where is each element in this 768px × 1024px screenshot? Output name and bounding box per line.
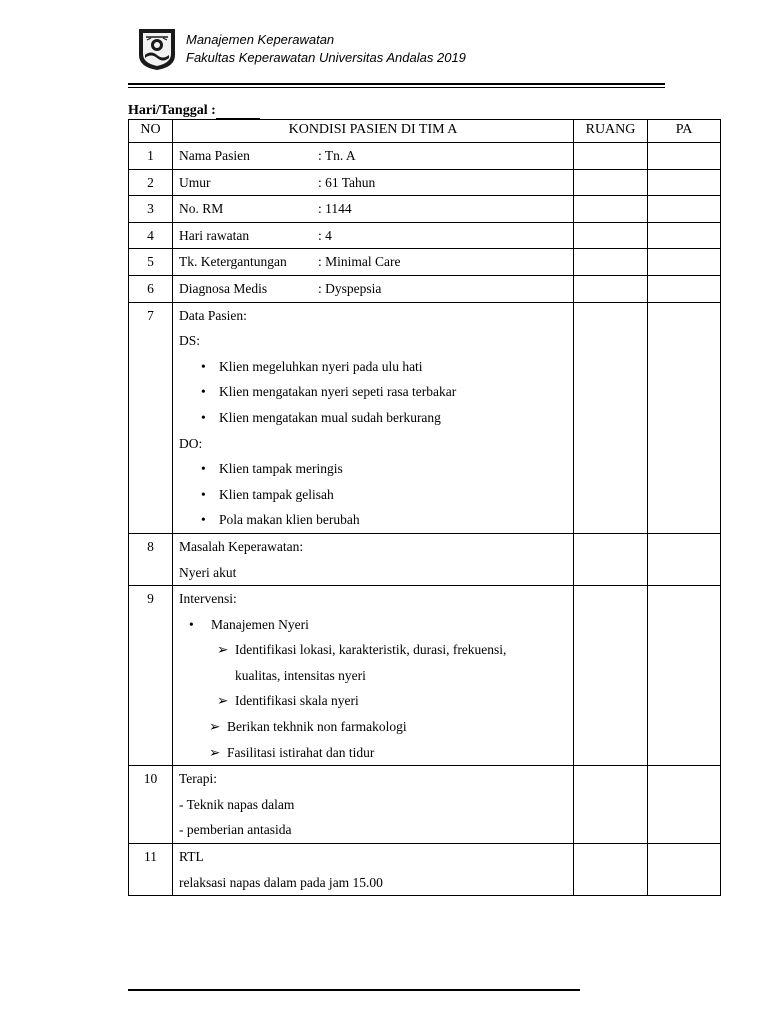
date-field [128,103,260,119]
field-label: Umur [179,174,211,190]
list-item: • Klien mengatakan mual sudah berkurang [173,405,573,431]
room-cell [574,844,648,896]
room-cell [574,222,648,249]
row-number: 9 [129,586,173,766]
field-label: No. RM [179,201,224,217]
patient-condition-table [128,119,721,896]
room-cell [574,196,648,223]
list-item: • Klien tampak gelisah [173,482,573,508]
field-label: Diagnosa Medis [179,280,268,296]
field-value: : 1144 [318,201,352,217]
row-number: 4 [129,222,173,249]
masalah-title: Masalah Keperawatan: [179,538,304,554]
university-seal-icon [137,25,177,71]
room-cell [574,766,648,844]
data-pasien-title: Data Pasien: [179,307,247,323]
table-row [129,222,721,249]
list-item: ➢ Identifikasi lokasi, karakteristik, durasi, frekuensi, [173,637,573,663]
footer-divider [128,989,580,991]
row-number: 7 [129,302,173,533]
pa-cell [648,275,721,302]
arrow-bullet-icon: ➢ [209,719,221,735]
row-number: 10 [129,766,173,844]
table-row-intervensi [129,586,721,766]
rtl-value: relaksasi napas dalam pada jam 15.00 [179,874,383,890]
table-header-row [129,120,721,143]
bullet-icon: • [201,461,206,477]
room-cell [574,169,648,196]
room-cell [574,302,648,533]
field-value: : 61 Tahun [318,174,376,190]
pa-cell [648,302,721,533]
header-subtitle: Fakultas Keperawatan Universitas Andalas 2019 [186,50,466,65]
field-value: : Dyspepsia [318,280,382,296]
field-label: Hari rawatan [179,227,250,243]
room-cell [574,143,648,170]
list-item-continuation: kualitas, intensitas nyeri [235,667,366,683]
pa-cell [648,533,721,585]
row-number: 5 [129,249,173,276]
row-number: 8 [129,533,173,585]
list-item: - pemberian antasida [179,822,292,838]
pa-cell [648,766,721,844]
header-pa: PA [648,120,721,143]
list-item: ➢ Berikan tekhnik non farmakologi [173,714,573,740]
document-header [186,31,466,67]
field-value: : 4 [318,227,332,243]
list-item: ➢ Fasilitasi istirahat dan tidur [173,740,573,766]
bullet-icon: • [189,616,194,632]
field-label: Nama Pasien [179,148,250,163]
pa-cell [648,844,721,896]
pa-cell [648,143,721,170]
room-cell [574,275,648,302]
date-blank [216,105,260,119]
field-label: Tk. Ketergantungan [179,254,287,270]
table-row-masalah [129,533,721,585]
header-divider-thin [128,87,665,88]
bullet-icon: • [201,384,206,400]
row-number: 1 [129,143,173,170]
arrow-bullet-icon: ➢ [217,693,229,709]
bullet-icon: • [201,486,206,502]
bullet-icon: • [201,512,206,528]
list-item: ➢ Identifikasi skala nyeri [173,688,573,714]
table-row [129,275,721,302]
pa-cell [648,586,721,766]
list-item: • Klien tampak meringis [173,456,573,482]
rtl-title: RTL [179,849,204,865]
field-value: : Tn. A [318,148,356,163]
header-condition: KONDISI PASIEN DI TIM A [173,120,574,143]
room-cell [574,533,648,585]
row-number: 11 [129,844,173,896]
room-cell [574,586,648,766]
table-row [129,196,721,223]
arrow-bullet-icon: ➢ [209,744,221,760]
pa-cell [648,196,721,223]
pa-cell [648,249,721,276]
row-number: 2 [129,169,173,196]
list-item: • Pola makan klien berubah [173,507,573,533]
header-divider [128,83,665,85]
field-value: : Minimal Care [318,254,401,270]
arrow-bullet-icon: ➢ [217,642,229,658]
bullet-icon: • [201,409,206,425]
intervensi-title: Intervensi: [179,591,237,607]
row-number: 6 [129,275,173,302]
ds-label: DS: [179,333,201,349]
list-item: - Teknik napas dalam [179,796,295,812]
table-row [129,169,721,196]
table-row [129,143,721,170]
header-no: NO [129,120,173,143]
list-item: • Klien megeluhkan nyeri pada ulu hati [173,354,573,380]
do-label: DO: [179,435,203,451]
pa-cell [648,169,721,196]
table-row-rtl [129,844,721,896]
pa-cell [648,222,721,249]
row-number: 3 [129,196,173,223]
table-row [129,249,721,276]
header-title: Manajemen Keperawatan [186,32,335,47]
table-row-data-pasien [129,302,721,533]
list-item: • Manajemen Nyeri [173,612,573,638]
terapi-title: Terapi: [179,771,218,787]
room-cell [574,249,648,276]
table-row-terapi [129,766,721,844]
masalah-value: Nyeri akut [179,564,237,580]
date-label: Hari/Tanggal : [128,103,216,118]
list-item: • Klien mengatakan nyeri sepeti rasa terbakar [173,379,573,405]
bullet-icon: • [201,358,206,374]
header-room: RUANG [574,120,648,143]
